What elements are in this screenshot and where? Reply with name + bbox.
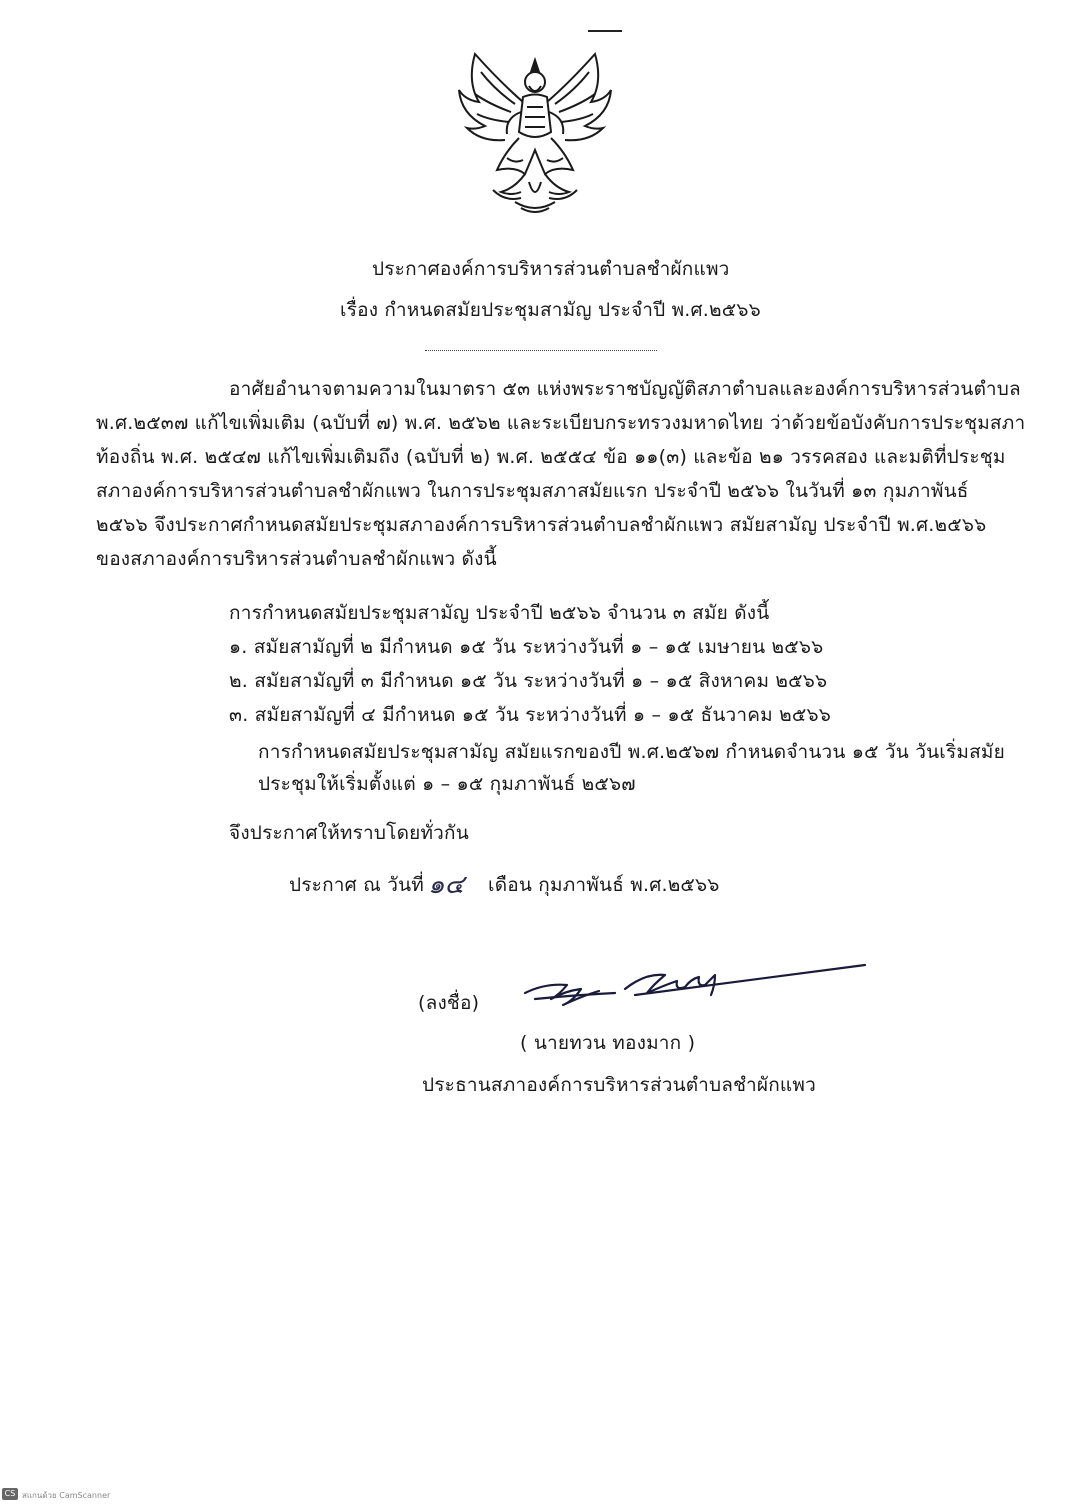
camscanner-logo-icon: CS <box>2 1488 18 1500</box>
signature-label: (ลงชื่อ) <box>418 992 480 1014</box>
scanner-footer: สแกนด้วย CamScanner <box>22 1491 111 1500</box>
body-line: อาศัยอำนาจตามความในมาตรา ๕๓ แห่งพระราชบัญญัติสภาตำบลและองค์การบริหารส่วนตำบล <box>229 378 1021 400</box>
body-line: สภาองค์การบริหารส่วนตำบลชำผักแพว ในการประชุมสภาสมัยแรก ประจำปี ๒๕๖๖ ในวันที่ ๑๓ กุมภาพันธ์ <box>96 480 969 502</box>
body-line: พ.ศ.๒๕๓๗ แก้ไขเพิ่มเติม (ฉบับที่ ๗) พ.ศ. ๒๕๖๒ และระเบียบกระทรวงมหาดไทย ว่าด้วยข้อบังคับการประชุมสภา <box>96 412 1026 434</box>
title-divider <box>425 350 657 351</box>
announcement-title: ประกาศองค์การบริหารส่วนตำบลชำผักแพว <box>372 258 730 280</box>
garuda-emblem-icon <box>445 42 625 217</box>
next-year-note: ประชุมให้เริ่มตั้งแต่ ๑ – ๑๕ กุมภาพันธ์ ๒๕๖๗ <box>258 773 636 795</box>
body-line: ท้องถิ่น พ.ศ. ๒๕๔๗ แก้ไขเพิ่มเติมถึง (ฉบับที่ ๒) พ.ศ. ๒๕๕๔ ข้อ ๑๑(๓) และข้อ ๒๑ วรรคสอง และมติที่ประชุม <box>96 446 1006 468</box>
body-line: ๒๕๖๖ จึงประกาศกำหนดสมัยประชุมสภาองค์การบริหารส่วนตำบลชำผักแพว สมัยสามัญ ประจำปี พ.ศ.๒๕๖๖ <box>96 514 987 536</box>
signer-position: ประธานสภาองค์การบริหารส่วนตำบลชำผักแพว <box>422 1074 816 1096</box>
body-line: ของสภาองค์การบริหารส่วนตำบลชำผักแพว ดังนี้ <box>96 548 497 570</box>
top-dash <box>588 30 622 32</box>
signer-name: ( นายทวน ทองมาก ) <box>520 1032 696 1054</box>
signature-image <box>515 955 875 1015</box>
date-suffix: เดือน กุมภาพันธ์ พ.ศ.๒๕๖๖ <box>488 874 720 896</box>
schedule-item: ๒. สมัยสามัญที่ ๓ มีกำหนด ๑๕ วัน ระหว่างวันที่ ๑ – ๑๕ สิงหาคม ๒๕๖๖ <box>229 670 828 692</box>
closing-statement: จึงประกาศให้ทราบโดยทั่วกัน <box>229 822 469 844</box>
announcement-subject: เรื่อง กำหนดสมัยประชุมสามัญ ประจำปี พ.ศ.๒๕๖๖ <box>340 299 761 321</box>
date-prefix: ประกาศ ณ วันที่ <box>289 874 424 896</box>
schedule-item: ๑. สมัยสามัญที่ ๒ มีกำหนด ๑๕ วัน ระหว่างวันที่ ๑ – ๑๕ เมษายน ๒๕๖๖ <box>229 636 824 658</box>
schedule-intro: การกำหนดสมัยประชุมสามัญ ประจำปี ๒๕๖๖ จำนวน ๓ สมัย ดังนี้ <box>229 602 770 624</box>
schedule-item: ๓. สมัยสามัญที่ ๔ มีกำหนด ๑๕ วัน ระหว่างวันที่ ๑ – ๑๕ ธันวาคม ๒๕๖๖ <box>229 704 831 726</box>
next-year-note: การกำหนดสมัยประชุมสามัญ สมัยแรกของปี พ.ศ.๒๕๖๗ กำหนดจำนวน ๑๕ วัน วันเริ่มสมัย <box>258 741 1005 763</box>
date-day-handwritten: ๑๔ <box>428 870 465 900</box>
